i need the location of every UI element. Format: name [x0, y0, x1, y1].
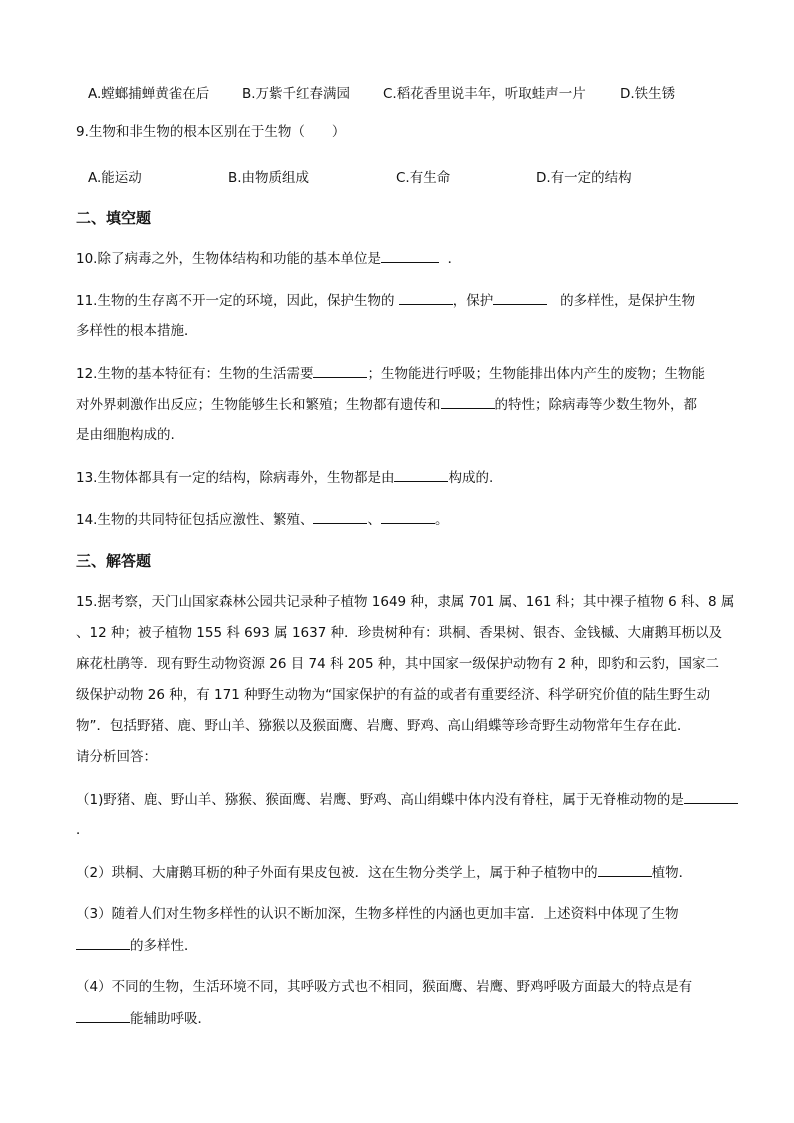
- section-title-answer: 三、解答题: [76, 552, 152, 570]
- q13-end: 构成的.: [448, 470, 494, 486]
- q14-blank-2[interactable]: [381, 509, 435, 524]
- q12-blank-1[interactable]: [313, 363, 367, 378]
- q12-text-c: 对外界刺激作出反应；生物能够生长和繁殖；生物都有遗传和: [76, 397, 441, 413]
- q10-text: 10.除了病毒之外，生物体结构和功能的基本单位是: [76, 251, 381, 267]
- q14-line: [76, 509, 448, 530]
- q12-blank-2[interactable]: [441, 394, 495, 409]
- q8-option-c[interactable]: C.稻花香里说丰年，听取蛙声一片: [383, 86, 586, 102]
- q15-sub2-line: [76, 862, 692, 883]
- q11-blank-2[interactable]: [493, 290, 547, 305]
- q15-sub1-text: （1)野猪、鹿、野山羊、猕猴、猴面鹰、岩鹰、野鸡、高山绢蝶中体内没有脊柱，属于无脊椎动物的是: [76, 792, 684, 808]
- q15-sub1-line-2: ．: [76, 822, 90, 838]
- q14-text: 14.生物的共同特征包括应激性、繁殖、: [76, 512, 314, 528]
- q15-sub3-line-1: （3）随着人们对生物多样性的认识不断加深，生物多样性的内涵也更加丰富．上述资料中体现了生物: [76, 906, 679, 922]
- q11-text-b: ，保护: [452, 293, 494, 309]
- q15-line-6: 请分析回答：: [76, 749, 157, 765]
- q12-text-d: 的特性；除病毒等少数生物外，都: [494, 397, 697, 413]
- q15-line-2: 、12 种；被子植物 155 科 693 属 1637 种．珍贵树种有：珙桐、香果树、银杏、金钱槭、大庸鹅耳枥以及: [76, 625, 723, 641]
- q14-separator: 、: [367, 512, 381, 528]
- q14-blank-1[interactable]: [313, 509, 367, 524]
- q10-blank[interactable]: [381, 248, 439, 263]
- q15-sub4-end: 能辅助呼吸．: [130, 1011, 211, 1027]
- q10-line: [76, 248, 461, 269]
- q13-text: 13.生物体都具有一定的结构，除病毒外，生物都是由: [76, 470, 395, 486]
- q9-option-b[interactable]: B.由物质组成: [228, 170, 310, 186]
- q15-line-3: 麻花杜鹃等．现有野生动物资源 26 目 74 科 205 种，其中国家一级保护动物有 2 种，即豹和云豹，国家二: [76, 656, 720, 672]
- q8-option-a[interactable]: A.螳螂捕蝉黄雀在后: [88, 86, 210, 102]
- q15-line-4: 级保护动物 26 种，有 171 种野生动物为“国家保护的有益的或者有重要经济、科学研究价值的陆生野生动: [76, 687, 711, 703]
- q15-sub2-blank[interactable]: [598, 862, 652, 877]
- q15-sub3-line-2: [76, 935, 198, 956]
- q9-options: [0, 166, 794, 188]
- q15-sub2-end: 植物．: [651, 865, 693, 881]
- q15-sub1-line-1: [76, 789, 738, 810]
- q15-sub4-line-2: [76, 1008, 211, 1029]
- q9-option-a[interactable]: A.能运动: [88, 170, 142, 186]
- q15-line-1: 15.据考察，天门山国家森林公园共记录种子植物 1649 种，隶属 701 属、161 科；其中裸子植物 6 科、8 属: [76, 594, 735, 610]
- q12-text-b: ；生物能进行呼吸；生物能排出体内产生的废物；生物能: [367, 366, 705, 382]
- q12-text-a: 12.生物的基本特征有：生物的生活需要: [76, 366, 314, 382]
- q9-stem: 9.生物和非生物的根本区别在于生物（ ）: [76, 124, 346, 140]
- q11-text-a: 11.生物的生存离不开一定的环境，因此，保护生物的: [76, 293, 395, 309]
- q9-option-c[interactable]: C.有生命: [396, 170, 451, 186]
- q11-text-c: 的多样性，是保护生物: [560, 293, 696, 309]
- q8-option-b[interactable]: B.万紫千红春满园: [242, 86, 351, 102]
- q8-options: [0, 82, 794, 104]
- q13-line: [76, 467, 493, 488]
- q12-line-1: [76, 363, 705, 384]
- q12-line-2: [76, 394, 697, 415]
- section-title-fill-in: 二、填空题: [76, 209, 152, 227]
- q15-sub3-blank[interactable]: [76, 935, 130, 950]
- q10-end: ．: [447, 251, 462, 267]
- q15-sub4-line-1: （4）不同的生物，生活环境不同，其呼吸方式也不相同，猴面鹰、岩鹰、野鸡呼吸方面最大的特点是有: [76, 979, 693, 995]
- q12-line-3: 是由细胞构成的.: [76, 427, 175, 443]
- q8-option-d[interactable]: D.铁生锈: [620, 86, 676, 102]
- q13-blank[interactable]: [394, 467, 448, 482]
- q14-end: 。: [434, 512, 449, 528]
- q11-line-2: 多样性的根本措施．: [76, 323, 198, 339]
- q15-line-5: 物”．包括野猪、鹿、野山羊、猕猴以及猴面鹰、岩鹰、野鸡、高山绢蝶等珍奇野生动物常年生存在此．: [76, 718, 691, 734]
- q11-line-1: [76, 290, 695, 311]
- q15-sub3-end: 的多样性．: [130, 938, 198, 954]
- q15-sub4-blank[interactable]: [76, 1008, 130, 1023]
- q15-sub2-text: （2）珙桐、大庸鹅耳枥的种子外面有果皮包被．这在生物分类学上，属于种子植物中的: [76, 865, 598, 881]
- q9-option-d[interactable]: D.有一定的结构: [536, 170, 632, 186]
- q15-sub1-blank[interactable]: [684, 789, 738, 804]
- q11-blank-1[interactable]: [399, 290, 453, 305]
